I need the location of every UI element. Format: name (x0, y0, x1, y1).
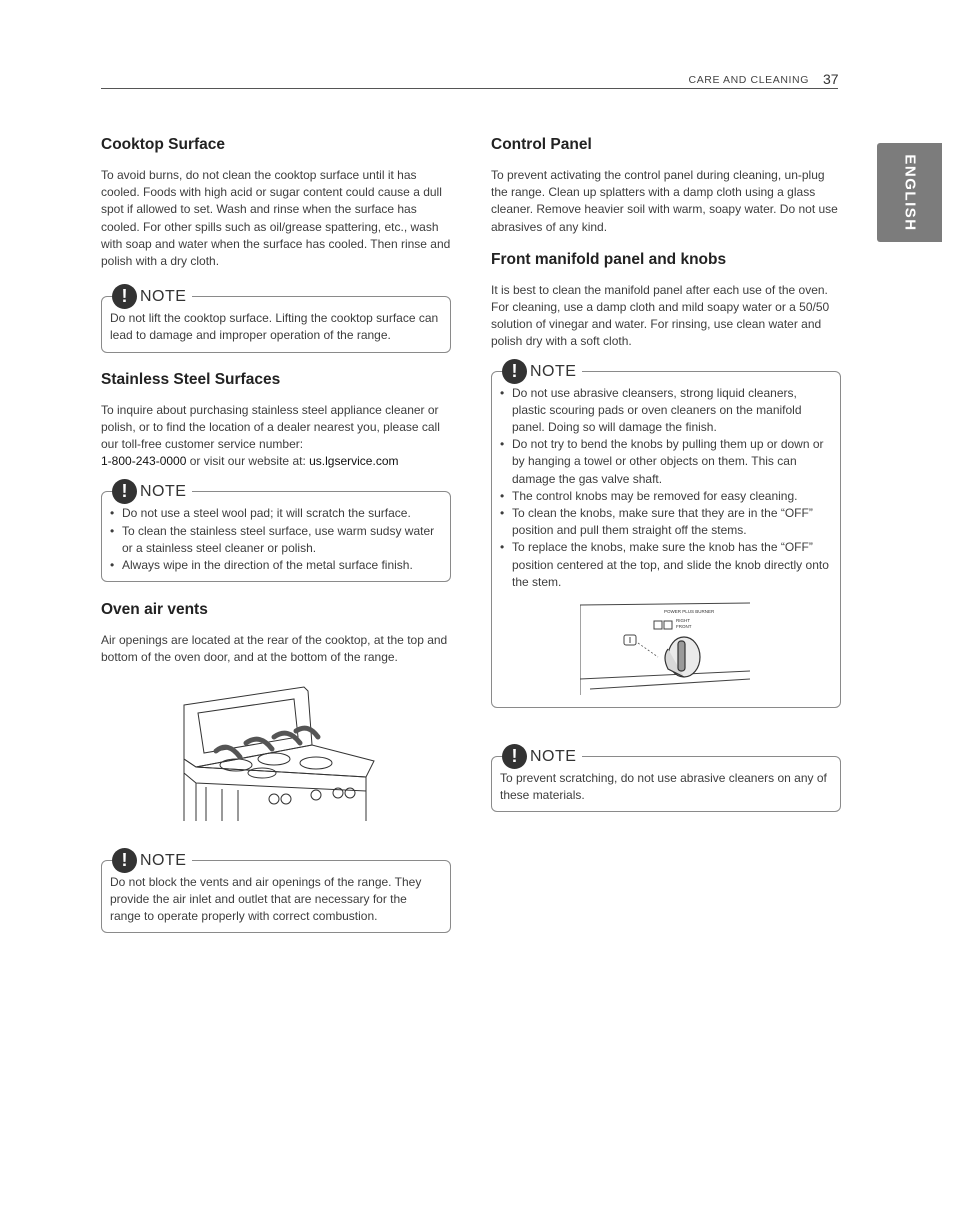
scratch-note-text: To prevent scratching, do not use abrasive cleaners on any of these materials. (500, 771, 827, 803)
stainless-middle-text: or visit our website at: (186, 454, 310, 469)
control-panel-heading: Control Panel (491, 136, 592, 153)
exclamation-icon: ! (112, 479, 137, 504)
stainless-steel-heading: Stainless Steel Surfaces (101, 370, 281, 388)
cooktop-note-text: Do not lift the cooktop surface. Lifting the cooktop surface can lead to damage and improper operation of the range. (110, 311, 439, 343)
front-manifold-heading: Front manifold panel and knobs (491, 250, 727, 268)
language-tab-label: ENGLISH (901, 153, 918, 232)
list-item: • The control knobs may be removed for easy cleaning. (512, 488, 830, 505)
left-column (101, 136, 451, 933)
note-label: NOTE (530, 747, 577, 765)
stainless-note-box (101, 481, 451, 582)
page-number: 37 (823, 71, 839, 87)
note-header (112, 284, 192, 309)
list-item: • Do not use a steel wool pad; it will scratch the surface. (122, 505, 440, 522)
knob-removal-illustration (580, 599, 750, 699)
front-manifold-text: It is best to clean the manifold panel after each use of the oven. For cleaning, use a damp cloth and mild soapy water or a 50/50 solution of vinegar and water. For rinsing, use clean water and polish dry with a soft cloth. (491, 282, 830, 349)
header-section-title: CARE AND CLEANING (688, 74, 809, 86)
scratch-note-box (491, 746, 841, 812)
range-vents-illustration (176, 681, 376, 821)
language-tab (877, 143, 942, 242)
list-item: • Always wipe in the direction of the metal surface finish. (122, 557, 440, 574)
right-column (491, 136, 841, 812)
stainless-steel-text (101, 402, 451, 471)
control-panel-text: To prevent activating the control panel during cleaning, un-plug the range. Clean up splatters with a damp cloth using a glass cleaner. Remove heavier soil with warm, soapy water. Do not use abrasives of any kind. (491, 168, 838, 234)
exclamation-icon: ! (112, 284, 137, 309)
list-item: • Do not use abrasive cleansers, strong liquid cleaners, plastic scouring pads or oven cleaners on the manifold panel. Doing so will damage the finish. (512, 385, 830, 437)
exclamation-icon: ! (502, 744, 527, 769)
knob-label-burner: POWER PLUS BURNER (664, 609, 715, 615)
note-header (502, 744, 582, 769)
note-header (502, 359, 582, 384)
stainless-steel-body: To inquire about purchasing stainless steel appliance cleaner or polish, or to find the location of a dealer nearest you, please call our toll-free customer service number: (101, 402, 440, 452)
stainless-note-list (110, 505, 440, 574)
manifold-note-box (491, 360, 841, 708)
knob-label-front: FRONT (676, 624, 692, 630)
list-item: • To replace the knobs, make sure the knob has the “OFF” position centered at the top, and slide the knob directly onto the stem. (512, 539, 830, 591)
cooktop-surface-text: To avoid burns, do not clean the cooktop surface until it has cooled. Foods with high acid or sugar content could cause a dull spot if allowed to set. Wash and rinse when the surface has cooled. For other spills such as oil/grease spattering, etc., wash with soap and water when the surface has cooled. Then rinse and polish with a dry cloth. (101, 168, 451, 269)
exclamation-icon: ! (112, 848, 137, 873)
knob-label-right: RIGHT (676, 618, 690, 624)
cooktop-note-box (101, 286, 451, 352)
exclamation-icon: ! (502, 359, 527, 384)
vents-note-box (101, 849, 451, 934)
list-item: • To clean the knobs, make sure that they are in the “OFF” position and pull them straight off the stems. (512, 505, 830, 539)
oven-air-vents-heading: Oven air vents (101, 601, 208, 619)
note-header (112, 479, 192, 504)
list-item: • To clean the stainless steel surface, use warm sudsy water or a stainless steel cleaner or polish. (122, 523, 440, 557)
note-label: NOTE (140, 483, 187, 501)
vents-note-text: Do not block the vents and air openings of the range. They provide the air inlet and outlet that are necessary for the range to operate properly with correct combustion. (110, 874, 422, 924)
oven-air-vents-text: Air openings are located at the rear of the cooktop, at the top and bottom of the oven door, and at the bottom of the range. (101, 633, 448, 665)
header-divider (101, 88, 838, 89)
cooktop-surface-heading: Cooktop Surface (101, 136, 226, 153)
note-label: NOTE (140, 288, 187, 306)
manifold-note-list (500, 385, 830, 591)
list-item: • Do not try to bend the knobs by pulling them up or down or by hanging a towel or other objects on them. This can damage the gas valve shaft. (512, 436, 830, 488)
website-link[interactable]: us.lgservice.com (309, 454, 399, 469)
note-label: NOTE (140, 851, 187, 869)
note-label: NOTE (530, 362, 577, 380)
customer-service-phone: 1-800-243-0000 (101, 454, 187, 469)
note-header (112, 848, 192, 873)
